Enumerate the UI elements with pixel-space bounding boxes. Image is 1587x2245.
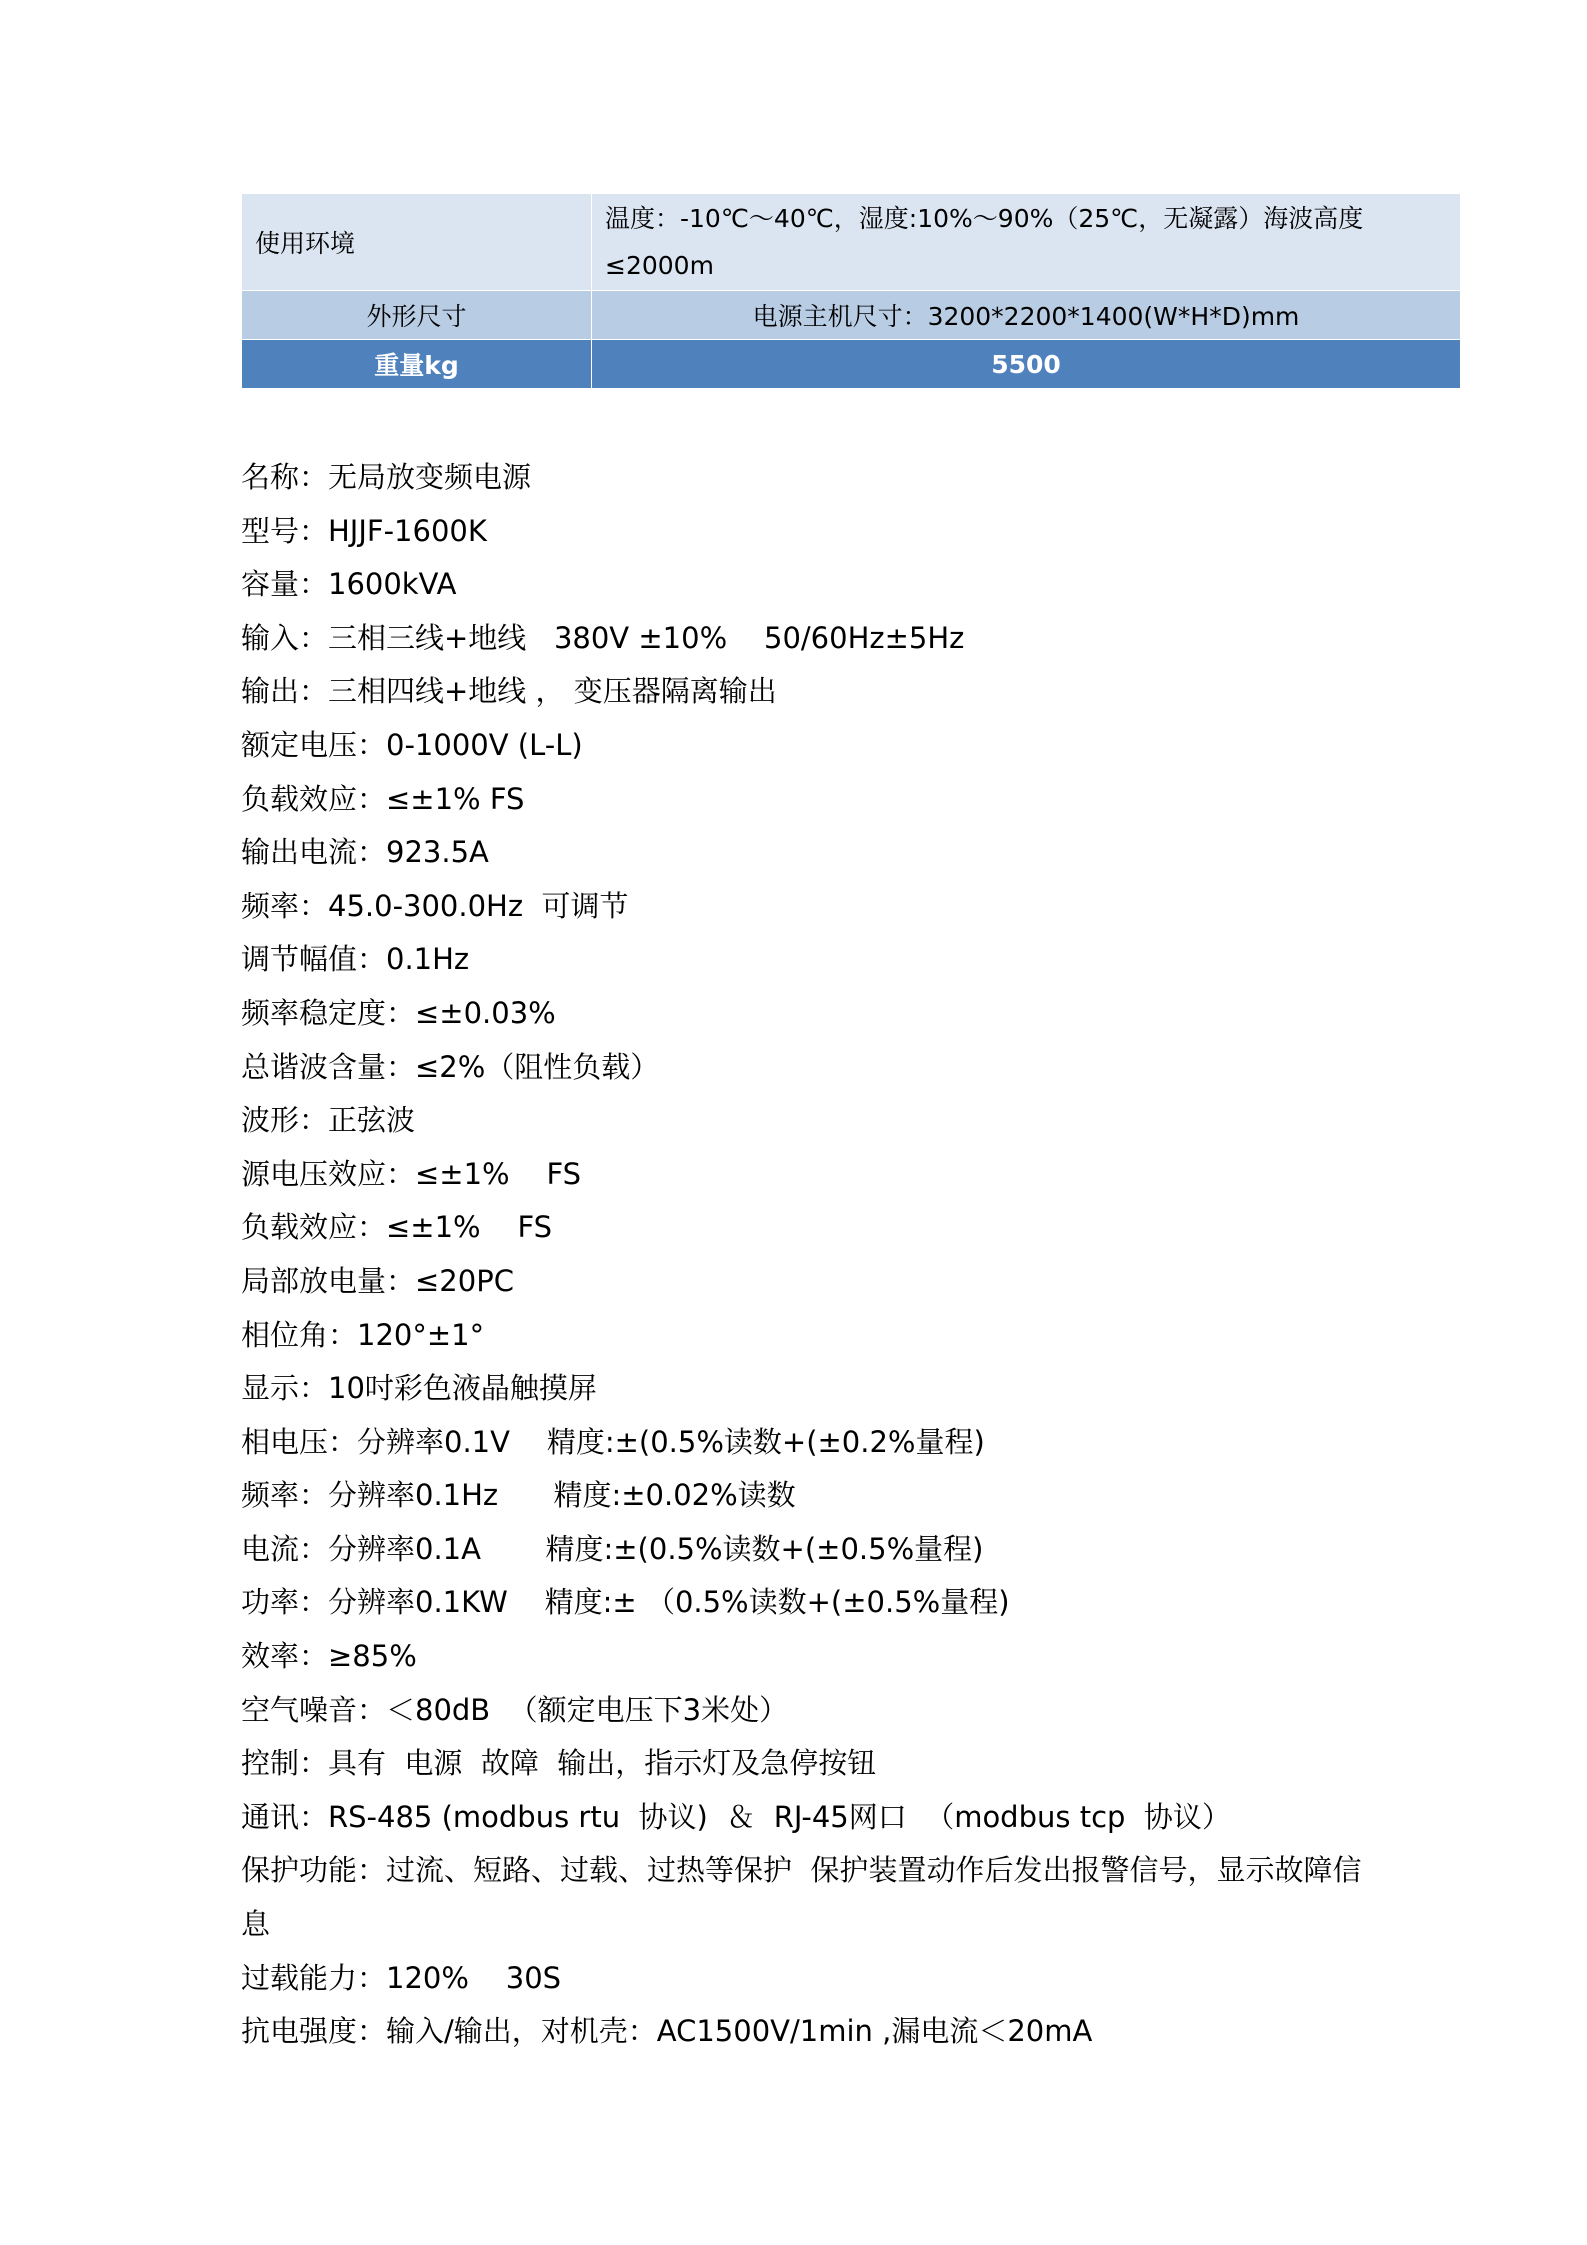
weight-label: 重量kg xyxy=(242,340,592,389)
spec-item-waveform: 波形：正弦波 xyxy=(241,1103,416,1138)
dimensions-value: 电源主机尺寸：3200*2200*1400(W*H*D)mm xyxy=(592,291,1461,340)
spec-item-load-effect: 负载效应：≤±1% FS xyxy=(241,781,525,816)
table-row-environment xyxy=(242,194,1461,291)
spec-item-source-voltage-effect: 源电压效应：≤±1% FS xyxy=(241,1156,582,1191)
spec-item-control: 控制：具有 电源 故障 输出，指示灯及急停按钮 xyxy=(241,1746,877,1781)
table-row-weight xyxy=(242,340,1461,389)
spec-list xyxy=(241,451,1381,2059)
spec-item-noise: 空气噪音：＜80dB （额定电压下3米处） xyxy=(241,1692,789,1727)
spec-item-adjust-step: 调节幅值：0.1Hz xyxy=(241,942,470,977)
environment-label: 使用环境 xyxy=(242,194,592,291)
spec-item-communication: 通讯：RS-485 (modbus rtu 协议) ＆ RJ-45网口 （modbus tcp 协议） xyxy=(241,1799,1231,1834)
spec-item-output-current: 输出电流：923.5A xyxy=(241,835,489,870)
spec-item-current-measure: 电流：分辨率0.1A 精度:±(0.5%读数+(±0.5%量程) xyxy=(241,1531,984,1566)
spec-item-efficiency: 效率：≥85% xyxy=(241,1639,417,1674)
spec-item-frequency: 频率：45.0-300.0Hz 可调节 xyxy=(241,888,629,923)
spec-item-phase-voltage: 相电压：分辨率0.1V 精度:±(0.5%读数+(±0.2%量程) xyxy=(241,1424,985,1459)
spec-item-dielectric-strength: 抗电强度：输入/输出，对机壳：AC1500V/1min ,漏电流＜20mA xyxy=(241,2014,1093,2049)
spec-item-output: 输出：三相四线+地线 ， 变压器隔离输出 xyxy=(241,674,777,709)
spec-item-partial-discharge: 局部放电量：≤20PC xyxy=(241,1263,514,1298)
spec-item-frequency-stability: 频率稳定度：≤±0.03% xyxy=(241,995,556,1030)
spec-item-load-effect-2: 负载效应：≤±1% FS xyxy=(241,1210,553,1245)
spec-table xyxy=(241,193,1461,389)
environment-value: 温度：-10℃～40℃，湿度:10%～90%（25℃，无凝露）海波高度≤2000m xyxy=(592,194,1461,291)
spec-item-display: 显示：10吋彩色液晶触摸屏 xyxy=(241,1371,597,1406)
spec-item-model: 型号：HJJF-1600K xyxy=(241,513,487,548)
spec-item-frequency-measure: 频率：分辨率0.1Hz 精度:±0.02%读数 xyxy=(241,1478,796,1513)
spec-item-phase-angle: 相位角：120°±1° xyxy=(241,1317,485,1352)
spec-item-name: 名称：无局放变频电源 xyxy=(241,460,532,494)
table-row-dimensions xyxy=(242,291,1461,340)
spec-item-rated-voltage: 额定电压：0-1000V (L-L) xyxy=(241,727,583,762)
spec-item-overload: 过载能力：120% 30S xyxy=(241,1960,562,1995)
weight-value: 5500 xyxy=(592,340,1461,389)
spec-item-input: 输入：三相三线+地线 380V ±10% 50/60Hz±5Hz xyxy=(241,620,965,655)
dimensions-label: 外形尺寸 xyxy=(242,291,592,340)
spec-item-capacity: 容量：1600kVA xyxy=(241,567,457,602)
spec-item-power-measure: 功率：分辨率0.1KW 精度:± （0.5%读数+(±0.5%量程) xyxy=(241,1585,1010,1620)
spec-item-protection: 保护功能：过流、短路、过载、过热等保护 保护装置动作后发出报警信号，显示故障信息 xyxy=(241,1853,1362,1942)
spec-item-thd: 总谐波含量：≤2%（阻性负载） xyxy=(241,1049,660,1084)
